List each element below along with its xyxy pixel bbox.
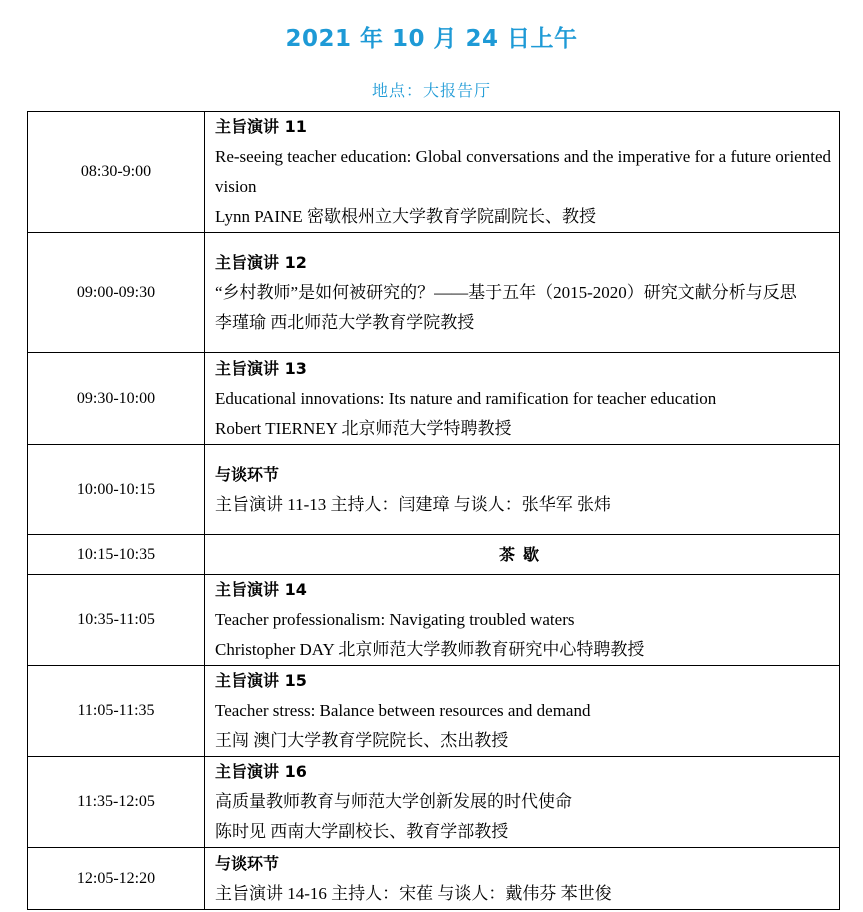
talk-label: 与谈环节 xyxy=(215,464,280,484)
location-line: 地点：大报告厅 xyxy=(371,81,491,100)
table-row xyxy=(28,233,840,353)
table-row xyxy=(28,848,840,910)
time-cell: 10:35-11:05 xyxy=(28,575,205,666)
time-cell: 08:30-9:00 xyxy=(28,112,205,233)
talk-speaker: Robert TIERNEY 北京师范大学特聘教授 xyxy=(215,418,512,438)
talk-label: 主旨演讲 16 xyxy=(215,762,307,781)
talk-title: Educational innovations: Its nature and ramification for teacher education xyxy=(215,388,717,408)
talk-title: Teacher professionalism: Navigating troubled waters xyxy=(215,610,575,629)
time-cell: 09:00-09:30 xyxy=(28,233,205,353)
talk-label: 主旨演讲 13 xyxy=(215,358,307,378)
talk-speaker: 主旨演讲 11-13 主持人：闫建璋 与谈人：张华军 张炜 xyxy=(215,494,612,514)
table-row xyxy=(28,575,840,666)
talk-label: 主旨演讲 12 xyxy=(215,252,307,272)
talk-speaker: Christopher DAY 北京师范大学教师教育研究中心特聘教授 xyxy=(215,640,645,659)
table-row xyxy=(28,353,840,445)
content-cell xyxy=(205,353,840,445)
time-cell: 11:35-12:05 xyxy=(28,757,205,848)
talk-speaker: 主旨演讲 14-16 主持人：宋萑 与谈人：戴伟芬 苯世俊 xyxy=(215,883,612,903)
table-row xyxy=(28,112,840,233)
content-cell xyxy=(205,445,840,535)
content-cell xyxy=(205,666,840,757)
talk-speaker: 李瑾瑜 西北师范大学教育学院教授 xyxy=(215,312,475,332)
talk-title: Re-seeing teacher education: Global conversations and the imperative for a future oriented vision xyxy=(215,147,832,196)
table-row xyxy=(28,757,840,848)
schedule-table xyxy=(27,111,840,910)
break-label: 茶歇 xyxy=(205,535,840,575)
content-cell xyxy=(205,757,840,848)
talk-title: Teacher stress: Balance between resources and demand xyxy=(215,701,591,720)
time-cell: 12:05-12:20 xyxy=(28,848,205,910)
talk-speaker: 王闯 澳门大学教育学院院长、杰出教授 xyxy=(215,731,509,750)
content-cell xyxy=(205,112,840,233)
talk-label: 主旨演讲 15 xyxy=(215,671,307,690)
talk-title: “乡村教师”是如何被研究的？——基于五年（2015-2020）研究文献分析与反思 xyxy=(215,282,797,302)
time-cell: 09:30-10:00 xyxy=(28,353,205,445)
content-cell xyxy=(205,848,840,910)
time-cell: 11:05-11:35 xyxy=(28,666,205,757)
table-row xyxy=(28,535,840,575)
talk-speaker: Lynn PAINE 密歇根州立大学教育学院副院长、教授 xyxy=(215,207,596,226)
table-row xyxy=(28,445,840,535)
content-cell xyxy=(205,575,840,666)
talk-title: 高质量教师教育与师范大学创新发展的时代使命 xyxy=(215,792,572,811)
content-cell xyxy=(205,233,840,353)
talk-label: 与谈环节 xyxy=(215,853,280,873)
talk-label: 主旨演讲 14 xyxy=(215,580,307,599)
page-title: 2021 年 10 月 24 日上午 xyxy=(285,26,578,52)
table-row xyxy=(28,666,840,757)
talk-label: 主旨演讲 11 xyxy=(215,117,307,136)
talk-speaker: 陈时见 西南大学副校长、教育学部教授 xyxy=(215,822,509,841)
time-cell: 10:15-10:35 xyxy=(28,535,205,575)
time-cell: 10:00-10:15 xyxy=(28,445,205,535)
